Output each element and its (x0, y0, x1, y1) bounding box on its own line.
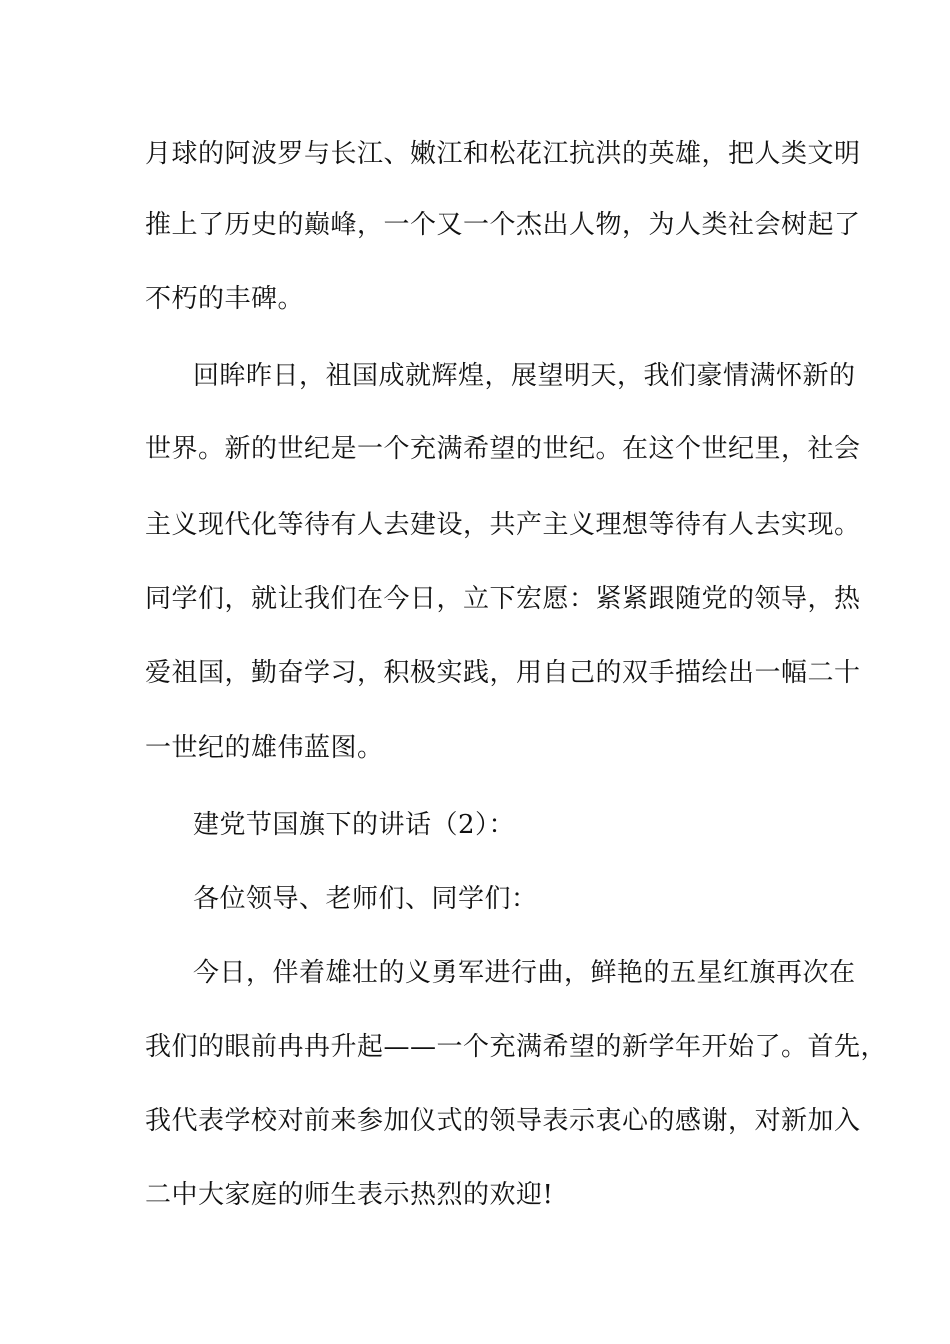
text-line: 不朽的丰碑。 (145, 284, 305, 314)
text-line: 主义现代化等待有人去建设，共产主义理想等待有人去实现。 (145, 510, 861, 540)
text-line: 我代表学校对前来参加仪式的领导表示衷心的感谢，对新加入 (145, 1106, 861, 1136)
salutation: 各位领导、老师们、同学们： (193, 884, 538, 914)
paragraph-first-line: 回眸昨日，祖国成就辉煌，展望明天，我们豪情满怀新的 (193, 361, 856, 391)
text-line: 世界。新的世纪是一个充满希望的世纪。在这个世纪里，社会 (145, 434, 861, 464)
text-line: 我们的眼前冉冉升起——一个充满希望的新学年开始了。首先， (145, 1032, 888, 1062)
section-heading: 建党节国旗下的讲话（2）： (193, 810, 516, 840)
text-line: 爱祖国，勤奋学习，积极实践，用自己的双手描绘出一幅二十 (145, 658, 861, 688)
text-line: 二中大家庭的师生表示热烈的欢迎! (145, 1180, 554, 1210)
text-line: 一世纪的雄伟蓝图。 (145, 733, 384, 763)
text-line: 同学们，就让我们在今日，立下宏愿：紧紧跟随党的领导，热 (145, 584, 861, 614)
text-line: 推上了历史的巅峰，一个又一个杰出人物，为人类社会树起了 (145, 210, 861, 240)
text-line: 月球的阿波罗与长江、嫩江和松花江抗洪的英雄，把人类文明 (145, 139, 861, 169)
paragraph-first-line: 今日，伴着雄壮的义勇军进行曲，鲜艳的五星红旗再次在 (193, 958, 856, 988)
